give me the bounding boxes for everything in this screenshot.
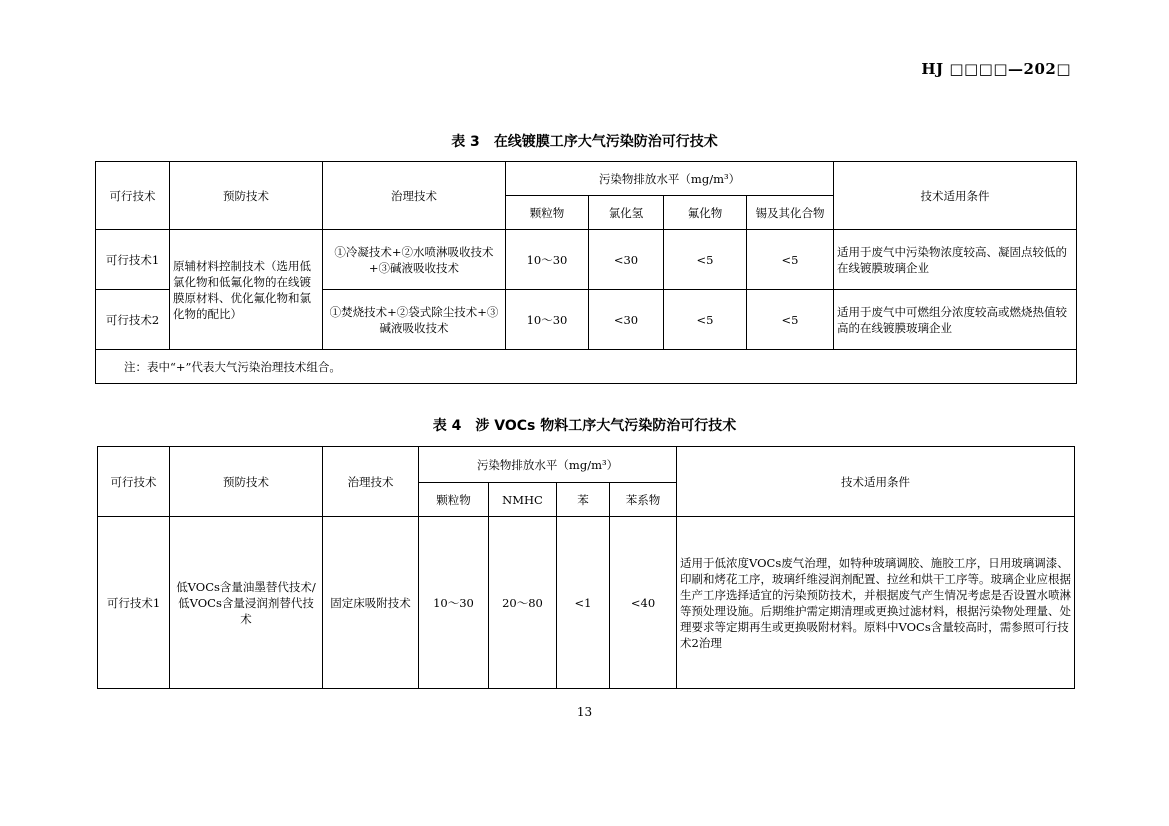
t3-header-prevention: 预防技术 bbox=[170, 162, 323, 230]
t3-header-conditions: 技术适用条件 bbox=[834, 162, 1077, 230]
t4-header-nmhc: NMHC bbox=[489, 483, 557, 517]
t4-header-treatment: 治理技术 bbox=[323, 447, 419, 517]
t4-header-tech: 可行技术 bbox=[98, 447, 170, 517]
t3-header-fluoride: 氟化物 bbox=[664, 196, 747, 230]
t3-row1-fluoride: <5 bbox=[664, 230, 747, 290]
table3-caption bbox=[0, 131, 1169, 151]
t4-header-pm: 颗粒物 bbox=[419, 483, 489, 517]
table3-caption-title: 在线镀膜工序大气污染防治可行技术 bbox=[493, 134, 718, 150]
t4-row1-pm: 10～30 bbox=[419, 517, 489, 689]
t3-row1-tech: 可行技术1 bbox=[96, 230, 170, 290]
t3-row1-treatment: ①冷凝技术+②水喷淋吸收技术+③碱液吸收技术 bbox=[323, 230, 506, 290]
t3-row2-pm: 10～30 bbox=[506, 290, 589, 350]
t4-row1-tech: 可行技术1 bbox=[98, 517, 170, 689]
standard-code: HJ □□□□—202□ bbox=[921, 60, 1071, 78]
t3-header-tech: 可行技术 bbox=[96, 162, 170, 230]
table4-caption-number: 表 4 bbox=[432, 418, 462, 434]
table4-caption-title: 涉 VOCs 物料工序大气污染防治可行技术 bbox=[475, 418, 737, 434]
t3-header-tin: 锡及其化合物 bbox=[747, 196, 834, 230]
table4-caption bbox=[0, 415, 1169, 435]
t4-row1-benzene: <1 bbox=[557, 517, 610, 689]
t4-header-prevention: 预防技术 bbox=[170, 447, 323, 517]
t3-header-pm: 颗粒物 bbox=[506, 196, 589, 230]
t4-row1-conditions: 适用于低浓度VOCs废气治理，如特种玻璃调胶、施胶工序，日用玻璃调漆、印刷和烤花工序，玻璃纤维浸润剂配置、拉丝和烘干工序等。玻璃企业应根据生产工序选择适宜的污染预防技术，并根据废气产生情况考虑是否设置水喷淋等预处理设施。后期维护需定期清理或更换过滤材料，根据污染物处理量、处理要求等定期再生或更换吸附材料。原料中VOCs含量较高时，需参照可行技术2治理 bbox=[677, 517, 1075, 689]
table-row bbox=[96, 230, 1077, 290]
t3-note: 注：表中“+”代表大气污染治理技术组合。 bbox=[96, 350, 1077, 384]
t3-row2-fluoride: <5 bbox=[664, 290, 747, 350]
table4 bbox=[97, 446, 1075, 689]
t4-row1-benzene-series: <40 bbox=[610, 517, 677, 689]
t3-row1-pm: 10～30 bbox=[506, 230, 589, 290]
t4-row1-treatment: 固定床吸附技术 bbox=[323, 517, 419, 689]
t4-row1-prevention: 低VOCs含量油墨替代技术/低VOCs含量浸润剂替代技术 bbox=[170, 517, 323, 689]
table3 bbox=[95, 161, 1077, 384]
t3-header-emission: 污染物排放水平（mg/m³） bbox=[506, 162, 834, 196]
t3-row1-conditions: 适用于废气中污染物浓度较高、凝固点较低的在线镀膜玻璃企业 bbox=[834, 230, 1077, 290]
t4-row1-nmhc: 20～80 bbox=[489, 517, 557, 689]
t3-header-treatment: 治理技术 bbox=[323, 162, 506, 230]
t3-row2-hcl: <30 bbox=[589, 290, 664, 350]
t4-header-benzene-series: 苯系物 bbox=[610, 483, 677, 517]
t3-row2-tech: 可行技术2 bbox=[96, 290, 170, 350]
t4-header-benzene: 苯 bbox=[557, 483, 610, 517]
t3-row2-treatment: ①焚烧技术+②袋式除尘技术+③碱液吸收技术 bbox=[323, 290, 506, 350]
t4-header-conditions: 技术适用条件 bbox=[677, 447, 1075, 517]
t3-prevention-shared: 原辅材料控制技术（选用低氯化物和低氟化物的在线镀膜原材料、优化氟化物和氯化物的配比） bbox=[170, 230, 323, 350]
t3-row1-tin: <5 bbox=[747, 230, 834, 290]
table3-caption-number: 表 3 bbox=[451, 134, 480, 150]
t3-row1-hcl: <30 bbox=[589, 230, 664, 290]
page-number: 13 bbox=[576, 705, 593, 719]
t3-header-hcl: 氯化氢 bbox=[589, 196, 664, 230]
t3-row2-conditions: 适用于废气中可燃组分浓度较高或燃烧热值较高的在线镀膜玻璃企业 bbox=[834, 290, 1077, 350]
table-row bbox=[98, 517, 1075, 689]
t3-row2-tin: <5 bbox=[747, 290, 834, 350]
t4-header-emission: 污染物排放水平（mg/m³） bbox=[419, 447, 677, 483]
